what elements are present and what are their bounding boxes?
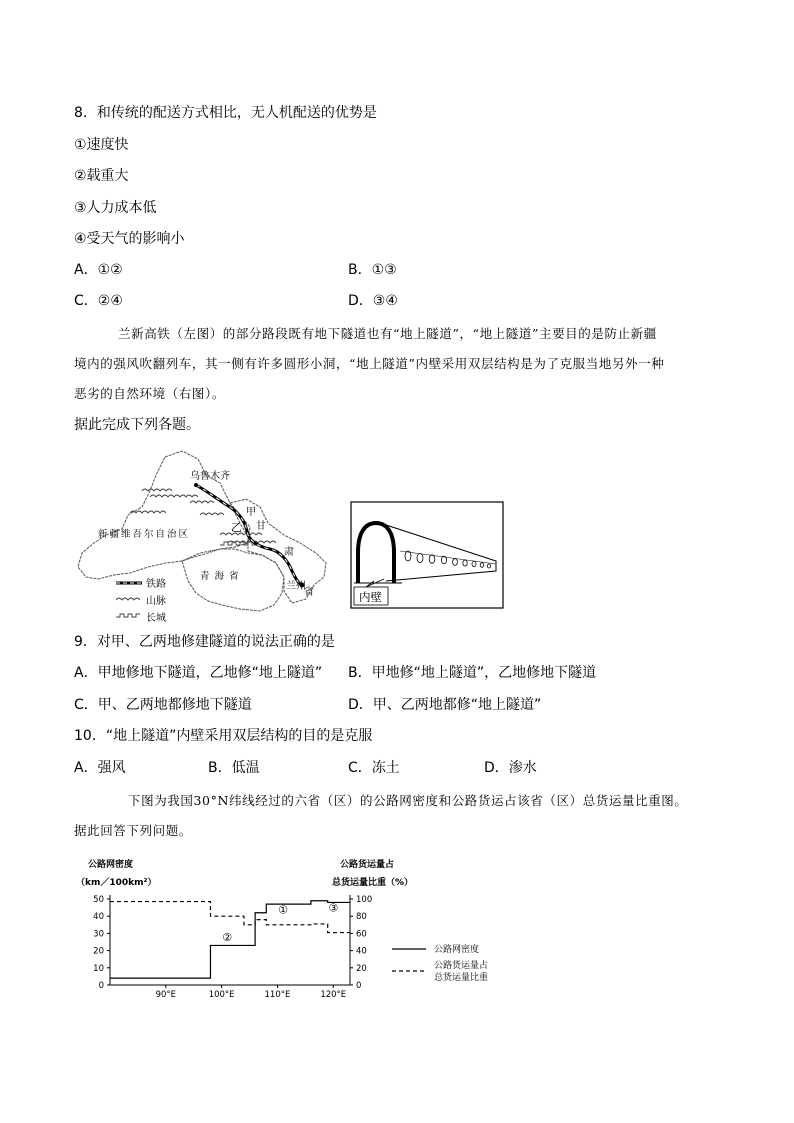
y-left-tick-label: 0: [98, 981, 104, 991]
left-axis-unit: （km／100km²）: [76, 878, 157, 888]
y-left-tick-label: 50: [93, 895, 104, 905]
passage2-line2: 据此回答下列问题。: [74, 823, 192, 838]
legend-density: 公路网密度: [434, 945, 480, 955]
right-axis-title: 公路货运量占: [340, 860, 395, 870]
xinjiang-label: 新疆维吾尔自治区: [98, 529, 191, 540]
legend-great-wall: 长城: [146, 613, 166, 624]
passage1-line1: 兰新高铁（左图）的部分路段既有地下隧道也有“地上隧道”，“地上隧道”主要目的是防止新疆: [118, 326, 657, 341]
q8-item-3: ③人力成本低: [74, 200, 157, 216]
y-right-tick-label: 40: [356, 946, 367, 957]
road-density-chart: [70, 855, 530, 1005]
legend-freight-2: 总货运量比重: [434, 973, 489, 983]
inner-wall-label: 内壁: [359, 590, 382, 604]
q10-option-d: D．渗水: [484, 760, 537, 776]
q9-option-c: C．甲、乙两地都修地下隧道: [74, 697, 252, 713]
legend-mountain: 山脉: [146, 596, 166, 607]
great-wall-symbol: [220, 542, 256, 545]
y-left-tick-label: 30: [93, 929, 104, 940]
q9-option-b: B．甲地修“地上隧道”，乙地修地下隧道: [348, 665, 597, 681]
urumqi-label: 乌鲁木齐: [190, 471, 230, 482]
tunnel-diagram: [350, 501, 505, 611]
left-axis-title: 公路网密度: [88, 860, 134, 870]
map-legend: [116, 577, 166, 624]
q8-option-a: A．①②: [74, 262, 123, 278]
jia-label: 甲: [246, 507, 256, 518]
yi-label: 乙: [231, 521, 242, 534]
q8-option-d: D．③④: [348, 293, 398, 309]
x-tick-label: 110°E: [264, 990, 291, 1000]
lanzhou-label: 兰州: [286, 581, 306, 592]
province-marker: ③: [328, 901, 339, 915]
province-marker: ①: [278, 903, 288, 917]
gansu-label-2: 肃: [284, 547, 294, 558]
q10-option-a: A．强风: [74, 760, 126, 776]
x-tick-label: 120°E: [320, 990, 347, 1000]
y-left-tick-label: 20: [93, 946, 104, 957]
q8-option-b: B．①③: [348, 262, 397, 278]
qinghai-label: 青海省: [200, 571, 244, 582]
lanxin-railway-map: [70, 445, 335, 625]
y-right-tick-label: 100: [356, 895, 373, 905]
urumqi-point: [194, 483, 198, 487]
y-left-tick-label: 10: [93, 963, 104, 974]
legend-freight-1: 公路货运量占: [434, 961, 489, 971]
q8-option-c: C．②④: [74, 293, 123, 309]
x-tick-label: 90°E: [155, 990, 177, 1000]
q8-stem: 8．和传统的配送方式相比，无人机配送的优势是: [74, 105, 377, 121]
q10-option-c: C．冻土: [348, 760, 400, 776]
province-marker: ②: [222, 930, 233, 944]
passage1-line3: 恶劣的自然环境（右图）。: [74, 386, 225, 401]
right-axis-unit: 总货运量比重（%）: [332, 878, 414, 888]
q8-item-4: ④受天气的影响小: [74, 231, 185, 247]
passage2-line1: 下图为我国30°N纬线经过的六省（区）的公路网密度和公路货运占该省（区）总货运量比重图。: [128, 793, 688, 808]
series-line-freight-share: [110, 902, 350, 933]
railway-line: [196, 485, 302, 585]
q9-stem: 9．对甲、乙两地修建隧道的说法正确的是: [74, 634, 335, 650]
y-right-tick-label: 0: [356, 981, 362, 991]
gansu-label-1: 甘: [256, 521, 266, 532]
y-right-tick-label: 80: [356, 912, 367, 923]
y-right-tick-label: 60: [356, 929, 367, 940]
legend-railway: 铁路: [146, 579, 166, 590]
passage1-line2: 境内的强风吹翻列车，其一侧有许多圆形小洞，“地上隧道”内壁采用双层结构是为了克服当地另外一种: [74, 356, 665, 371]
q10-stem: 10．“地上隧道”内壁采用双层结构的目的是克服: [74, 728, 373, 744]
q9-option-d: D．甲、乙两地都修“地上隧道”: [348, 697, 542, 713]
y-left-tick-label: 40: [93, 912, 104, 923]
y-right-tick-label: 20: [356, 963, 367, 974]
passage1-prompt: 据此完成下列各题。: [74, 417, 200, 433]
q8-item-2: ②载重大: [74, 168, 129, 184]
q9-option-a: A．甲地修地下隧道，乙地修“地上隧道”: [74, 665, 323, 681]
q8-item-1: ①速度快: [74, 137, 129, 153]
x-tick-label: 100°E: [208, 990, 235, 1000]
q10-option-b: B．低温: [208, 760, 260, 776]
gansu-label-3: 省: [304, 587, 314, 598]
